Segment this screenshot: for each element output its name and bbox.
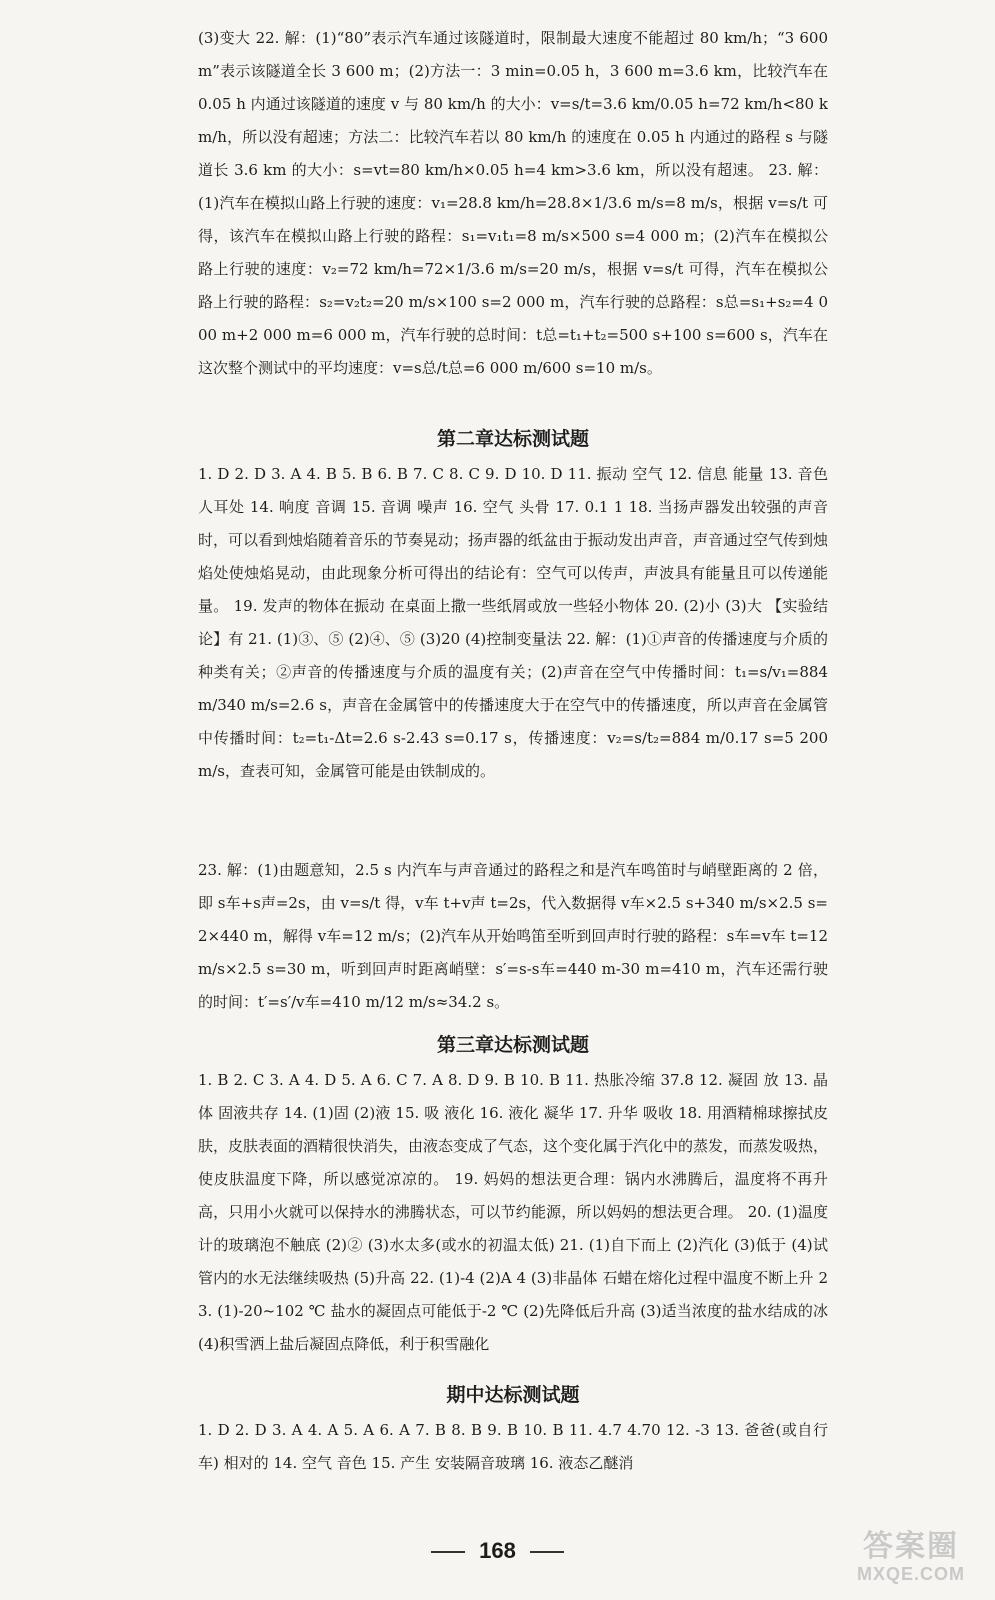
watermark-logo <box>841 1530 981 1592</box>
page-number-value: 168 <box>479 1538 516 1563</box>
answer-block-chapter3: 1. B 2. C 3. A 4. D 5. A 6. C 7. A 8. D 9. B 10. B 11. 热胀冷缩 37.8 12. 凝固 放 13. 晶体 固液共存 14. (1)固 (2)液 15. 吸 液化 16. 液化 凝华 17. 升华 吸收 18. 用酒精棉球擦拭皮肤，皮肤表面的酒精很快消失，由液态变成了气态，这个变化属于汽化中的蒸发，而蒸发吸热，使皮肤温度下降，所以感觉凉凉的。 19. 妈妈的想法更合理：锅内水沸腾后，温度将不再升高，只用小火就可以保持水的沸腾状态，可以节约能源，所以妈妈的想法更合理。 20. (1)温度计的玻璃泡不触底 (2)② (3)水太多(或水的初温太低) 21. (1)自下而上 (2)汽化 (3)低于 (4)试管内的水无法继续吸热 (5)升高 22. (1)-4 (2)A 4 (3)非晶体 石蜡在熔化过程中温度不断上升 23. (1)-20~102 ℃ 盐水的凝固点可能低于-2 ℃ (2)先降低后升高 (3)适当浓度的盐水结成的冰 (4)积雪洒上盐后凝固点降低，利于积雪融化 <box>198 1071 829 1353</box>
page-number-dash-right <box>530 1551 564 1553</box>
page-number-dash-left <box>431 1551 465 1553</box>
section-heading-chapter3: 第三章达标测试题 <box>436 1034 589 1056</box>
answer-block-chapter1: (3)变大 22. 解：(1)“80”表示汽车通过该隧道时，限制最大速度不能超过 80 km/h；“3 600 m”表示该隧道全长 3 600 m；(2)方法一：3 min=0.05 h，3 600 m=3.6 km，比较汽车在 0.05 h 内通过该隧道的速度 v 与 80 km/h 的大小：v=s/t=3.6 km/0.05 h=72 km/h<80 km/h，所以没有超速；方法二：比较汽车若以 80 km/h 的速度在 0.05 h 内通过的路程 s 与隧道长 3.6 km 的大小：s=vt=80 km/h×0.05 h=4 km>3.6 km，所以没有超速。 23. 解：(1)汽车在模拟山路上行驶的速度：v₁=28.8 km/h=28.8×1/3.6 m/s=8 m/s，根据 v=s/t 可得，该汽车在模拟山路上行驶的路程：s₁=v₁t₁=8 m/s×500 s=4 000 m；(2)汽车在模拟公路上行驶的速度：v₂=72 km/h=72×1/3.6 m/s=20 m/s，根据 v=s/t 可得，汽车在模拟公路上行驶的路程：s₂=v₂t₂=20 m/s×100 s=2 000 m，汽车行驶的总路程：s总=s₁+s₂=4 000 m+2 000 m=6 000 m，汽车行驶的总时间：t总=t₁+t₂=500 s+100 s=600 s，汽车在这次整个测试中的平均速度：v=s总/t总=6 000 m/600 s=10 m/s。 <box>198 29 828 377</box>
section-heading-chapter2: 第二章达标测试题 <box>436 428 589 450</box>
watermark-url: MXQE.COM <box>856 1564 965 1584</box>
answer-block-chapter2: 1. D 2. D 3. A 4. B 5. B 6. B 7. C 8. C 9. D 10. D 11. 振动 空气 12. 信息 能量 13. 音色 人耳处 14. 响度 音调 15. 音调 噪声 16. 空气 头骨 17. 0.1 1 18. 当扬声器发出较强的声音时，可以看到烛焰随着音乐的节奏晃动；扬声器的纸盆由于振动发出声音，声音通过空气传到烛焰处使烛焰晃动，由此现象分析可得出的结论有：空气可以传声，声波具有能量且可以传递能量。 19. 发声的物体在振动 在桌面上撒一些纸屑或放一些轻小物体 20. (2)小 (3)大 【实验结论】有 21. (1)③、⑤ (2)④、⑤ (3)20 (4)控制变量法 22. 解：(1)①声音的传播速度与介质的种类有关；②声音的传播速度与介质的温度有关；(2)声音在空气中传播时间：t₁=s/v₁=884 m/340 m/s=2.6 s，声音在金属管中的传播速度大于在空气中的传播速度，所以声音在金属管中传播时间：t₂=t₁-Δt=2.6 s-2.43 s=0.17 s，传播速度：v₂=s/t₂=884 m/0.17 s=5 200 m/s，查表可知，金属管可能是由铁制成的。 <box>198 465 829 780</box>
answer-block-midterm: 1. D 2. D 3. A 4. A 5. A 6. A 7. B 8. B 9. B 10. B 11. 4.7 4.70 12. -3 13. 爸爸(或自行车) 相对的 14. 空气 音色 15. 产生 安装隔音玻璃 16. 液态乙醚消 <box>198 1421 828 1472</box>
answer-block-chapter2-q23: 23. 解：(1)由题意知，2.5 s 内汽车与声音通过的路程之和是汽车鸣笛时与峭壁距离的 2 倍，即 s车+s声=2s，由 v=s/t 得，v车 t+v声 t=2s，代入数据得 v车×2.5 s+340 m/s×2.5 s=2×440 m，解得 v车=12 m/s；(2)汽车从开始鸣笛至听到回声时行驶的路程：s车=v车 t=12 m/s×2.5 s=30 m，听到回声时距离峭壁：s′=s-s车=440 m-30 m=410 m，汽车还需行驶的时间：t′=s′/v车=410 m/12 m/s≈34.2 s。 <box>198 861 828 1011</box>
section-heading-midterm: 期中达标测试题 <box>446 1384 580 1406</box>
page-content <box>198 22 828 1480</box>
watermark-text: 答案圈 <box>863 1530 959 1563</box>
